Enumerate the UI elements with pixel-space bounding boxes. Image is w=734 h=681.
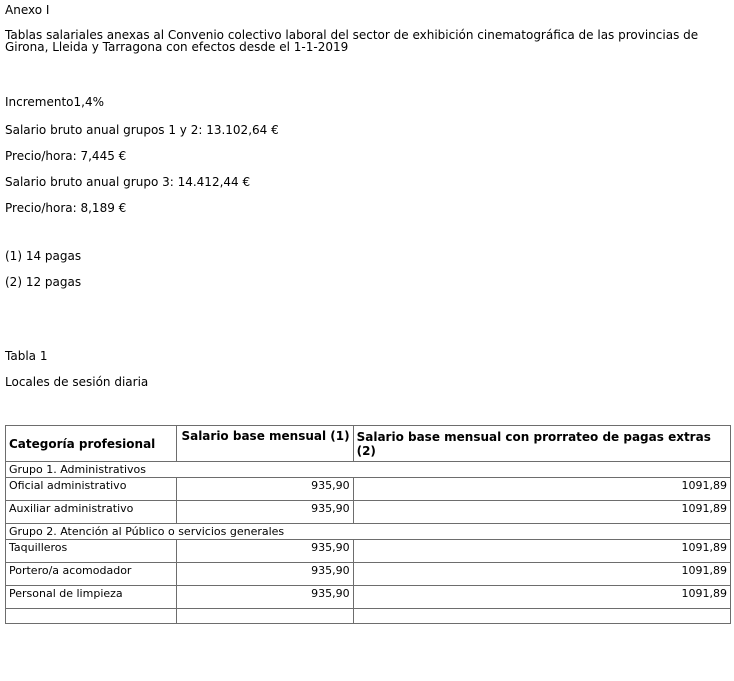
prorated-cell: 1091,89 xyxy=(353,501,730,524)
table-header-row xyxy=(6,426,731,462)
group-name: Grupo 1. Administrativos xyxy=(6,462,731,478)
base-cell: 935,90 xyxy=(176,563,353,586)
group-row xyxy=(6,462,731,478)
header-base-salary: Salario base mensual (1) xyxy=(176,426,353,462)
group-name: Grupo 2. Atención al Público o servicios generales xyxy=(6,524,731,540)
empty-cell xyxy=(6,609,177,624)
increment-line: Incremento1,4% xyxy=(5,95,105,109)
annex-title: Anexo I xyxy=(5,3,50,17)
base-cell: 935,90 xyxy=(176,586,353,609)
prorated-cell: 1091,89 xyxy=(353,540,730,563)
salary-line-groups-1-2: Salario bruto anual grupos 1 y 2: 13.102,64 € xyxy=(5,123,279,137)
table-row xyxy=(6,478,731,501)
prorated-cell: 1091,89 xyxy=(353,563,730,586)
header-category: Categoría profesional xyxy=(6,426,177,462)
hourly-price-line-2: Precio/hora: 8,189 € xyxy=(5,201,127,215)
table-row xyxy=(6,540,731,563)
category-cell: Auxiliar administrativo xyxy=(6,501,177,524)
table-title: Tabla 1 xyxy=(5,349,48,363)
prorated-cell: 1091,89 xyxy=(353,478,730,501)
header-prorated-salary: Salario base mensual con prorrateo de pagas extras (2) xyxy=(353,426,730,462)
category-cell: Portero/a acomodador xyxy=(6,563,177,586)
table-row xyxy=(6,586,731,609)
salary-line-group-3: Salario bruto anual grupo 3: 14.412,44 € xyxy=(5,175,251,189)
base-cell: 935,90 xyxy=(176,540,353,563)
empty-cell xyxy=(176,609,353,624)
empty-cell xyxy=(353,609,730,624)
table-row xyxy=(6,563,731,586)
note-1: (1) 14 pagas xyxy=(5,249,82,263)
category-cell: Taquilleros xyxy=(6,540,177,563)
group-row xyxy=(6,524,731,540)
category-cell: Personal de limpieza xyxy=(6,586,177,609)
table-row xyxy=(6,501,731,524)
intro-text: Tablas salariales anexas al Convenio colectivo laboral del sector de exhibición cinematográfica de las provincias de Girona, Lleida y Tarragona con efectos desde el 1-1-2019 xyxy=(5,28,699,54)
base-cell: 935,90 xyxy=(176,501,353,524)
note-2: (2) 12 pagas xyxy=(5,275,82,289)
category-cell: Oficial administrativo xyxy=(6,478,177,501)
table-row-partial xyxy=(6,609,731,624)
salary-table xyxy=(5,425,731,624)
base-cell: 935,90 xyxy=(176,478,353,501)
prorated-cell: 1091,89 xyxy=(353,586,730,609)
table-subtitle: Locales de sesión diaria xyxy=(5,375,149,389)
hourly-price-line-1: Precio/hora: 7,445 € xyxy=(5,149,127,163)
